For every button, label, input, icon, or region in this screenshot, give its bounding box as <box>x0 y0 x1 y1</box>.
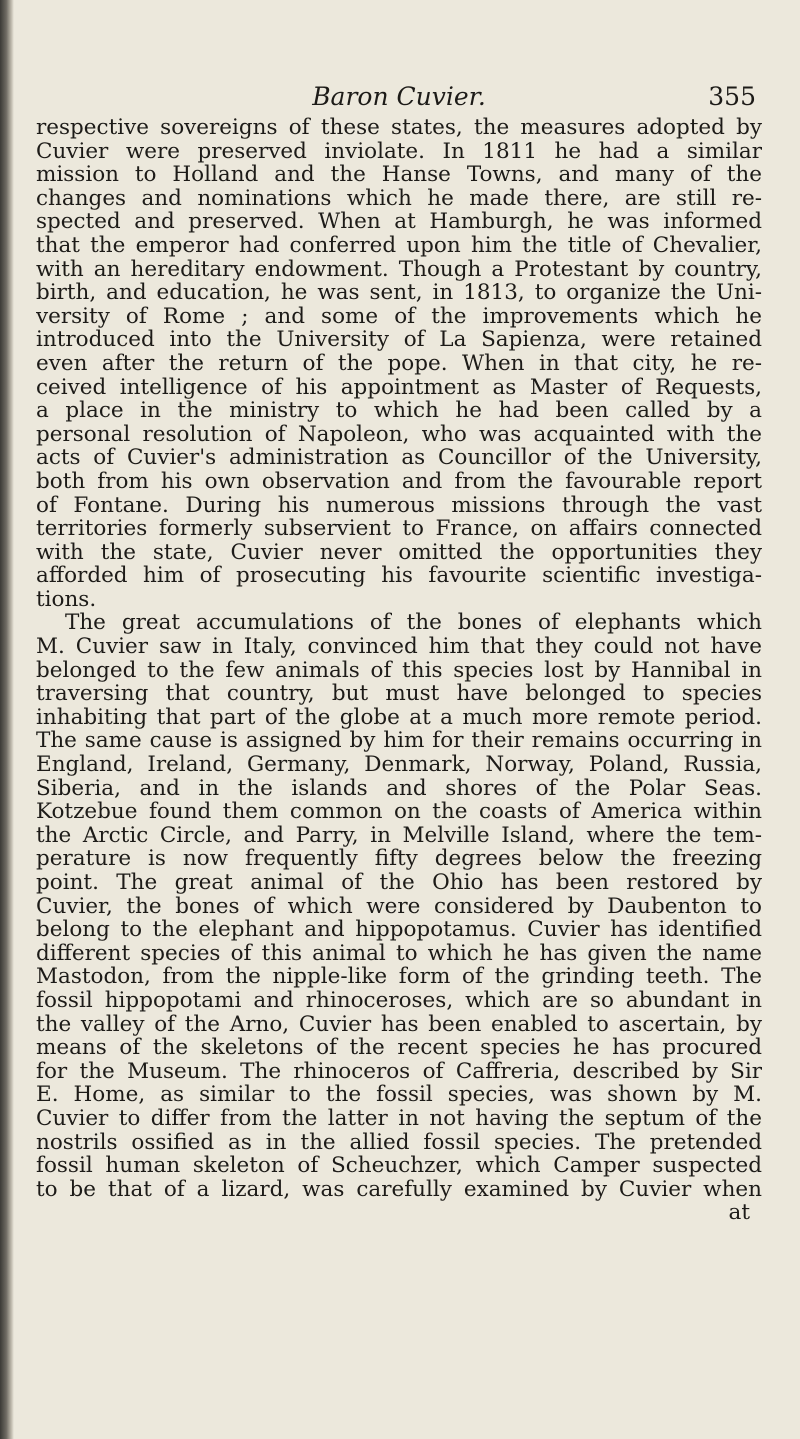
text-line: introduced into the University of La Sapienza, were retained <box>36 328 762 352</box>
text-line: even after the return of the pope. When in that city, he re- <box>36 351 762 376</box>
text-line: with an hereditary endowment. Though a Protestant by country, <box>36 257 762 282</box>
text-line: that the emperor had conferred upon him the title of Chevalier, <box>36 233 762 258</box>
text-line: both from his own observation and from the favourable report <box>36 469 762 494</box>
text-line: Cuvier, the bones of which were considered by Daubenton to <box>36 894 762 919</box>
text-line: mission to Holland and the Hanse Towns, and many of the <box>36 163 762 187</box>
text-line: tions. <box>36 587 97 612</box>
text-line: birth, and education, he was sent, in 1813, to organize the Uni- <box>36 281 762 305</box>
text-line: Siberia, and in the islands and shores of the Polar Seas. <box>36 776 762 801</box>
text-line: the Arctic Circle, and Parry, in Melville Island, where the tem- <box>36 823 762 848</box>
text-line: Kotzebue found them common on the coasts of America within <box>36 800 762 824</box>
text-line: Cuvier to differ from the latter in not having the septum of the <box>36 1106 762 1131</box>
paragraph-start-line: The great accumulations of the bones of elephants which <box>65 611 762 636</box>
text-line: belong to the elephant and hippopotamus. Cuvier has identified <box>36 918 762 942</box>
text-line: fossil hippopotami and rhinoceroses, which are so abundant in <box>36 988 762 1013</box>
text-line: with the state, Cuvier never omitted the opportunities they <box>36 540 762 565</box>
text-line: ceived intelligence of his appointment as Master of Requests, <box>36 375 762 400</box>
text-line: The same cause is assigned by him for their remains occurring in <box>36 729 762 754</box>
text-line: E. Home, as similar to the fossil species, was shown by M. <box>36 1083 762 1107</box>
catchword: at <box>728 1201 750 1225</box>
text-line: belonged to the few animals of this species lost by Hannibal in <box>36 658 762 683</box>
text-line: spected and preserved. When at Hamburgh, he was informed <box>36 210 762 234</box>
text-line: changes and nominations which he made there, are still re- <box>36 186 762 211</box>
text-line: for the Museum. The rhinoceros of Caffreria, described by Sir <box>36 1059 762 1084</box>
text-line: of Fontane. During his numerous missions through the vast <box>36 493 762 518</box>
running-head <box>36 82 762 114</box>
text-line: perature is now frequently fifty degrees below the freezing <box>36 847 762 871</box>
text-line: traversing that country, but must have belonged to species <box>36 682 762 706</box>
page-number: 355 <box>708 82 756 111</box>
text-line: inhabiting that part of the globe at a much more remote period. <box>36 705 762 730</box>
text-line: England, Ireland, Germany, Denmark, Norway, Poland, Russia, <box>36 753 762 777</box>
text-line: a place in the ministry to which he had been called by a <box>36 399 762 423</box>
text-line: fossil human skeleton of Scheuchzer, which Camper suspected <box>36 1154 762 1178</box>
text-line: means of the skeletons of the recent species he has procured <box>36 1036 762 1060</box>
text-line: afforded him of prosecuting his favourite scientific investiga- <box>36 564 762 588</box>
text-line: personal resolution of Napoleon, who was acquainted with the <box>36 422 762 447</box>
book-page <box>36 0 762 1439</box>
text-line: to be that of a lizard, was carefully examined by Cuvier when <box>36 1177 762 1202</box>
text-line: Mastodon, from the nipple-like form of the grinding teeth. The <box>36 965 762 989</box>
text-line: versity of Rome ; and some of the improvements which he <box>36 304 762 329</box>
text-line: point. The great animal of the Ohio has been restored by <box>36 871 762 895</box>
text-line: different species of this animal to which he has given the name <box>36 941 762 966</box>
text-line: nostrils ossified as in the allied fossil species. The pretended <box>36 1130 762 1155</box>
text-line: the valley of the Arno, Cuvier has been enabled to ascertain, by <box>36 1012 762 1037</box>
body-text <box>36 116 762 1225</box>
text-line: territories formerly subservient to France, on affairs connected <box>36 517 762 541</box>
binding-shadow <box>0 0 14 1439</box>
text-line: respective sovereigns of these states, the measures adopted by <box>36 116 762 140</box>
text-line: M. Cuvier saw in Italy, convinced him that they could not have <box>36 635 762 659</box>
running-title: Baron Cuvier. <box>312 82 486 111</box>
text-line: Cuvier were preserved inviolate. In 1811 he had a similar <box>36 139 762 164</box>
text-line: acts of Cuvier's administration as Councillor of the University, <box>36 446 762 470</box>
